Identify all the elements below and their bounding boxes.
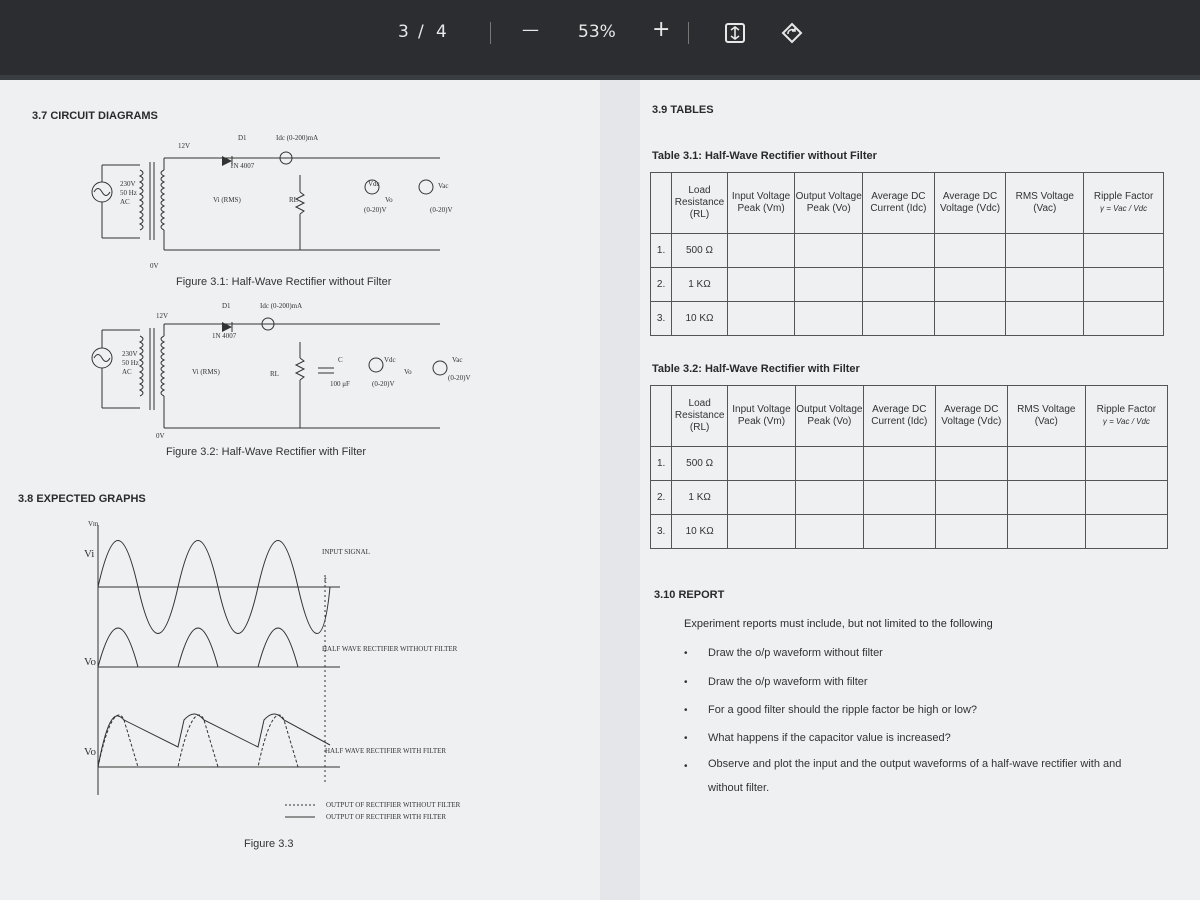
table-cell: [795, 302, 863, 336]
ammeter-label: Idc (0-200)mA: [276, 134, 319, 142]
figure-3-1-caption: Figure 3.1: Half-Wave Rectifier without Filter: [176, 276, 392, 288]
diode-model-label: 1N 4007: [230, 162, 255, 170]
table-cell: [728, 515, 796, 549]
table-cell: [934, 234, 1006, 268]
table-cell: [863, 302, 935, 336]
diode-label: D1: [222, 302, 231, 310]
row-number: 2.: [651, 481, 672, 515]
time-axis-label: t: [324, 575, 327, 586]
table-3-1-title: Table 3.1: Half-Wave Rectifier without Filter: [652, 150, 877, 162]
vac-label: Vac: [438, 182, 449, 190]
input-rms-label: Vi (RMS): [213, 196, 241, 204]
table-cell: [863, 268, 935, 302]
zoom-out-button[interactable]: —: [522, 20, 539, 40]
page-separator: /: [418, 22, 424, 42]
page-total: 4: [436, 22, 447, 42]
expected-graphs: [80, 515, 500, 825]
bullet-dot: •: [684, 761, 688, 772]
table-cell: [651, 386, 672, 447]
table-cell: [1006, 234, 1084, 268]
row-number: 3.: [651, 515, 672, 549]
load-resistance-cell: 10 KΩ: [672, 302, 728, 336]
vdc-label: Vdc: [384, 356, 396, 364]
table-header-cell: RMS Voltage (Vac): [1006, 173, 1084, 234]
toolbar-divider: [490, 22, 491, 44]
table-row: [651, 481, 1168, 515]
table-row: [651, 447, 1168, 481]
table-cell: [1084, 234, 1164, 268]
table-cell: [1006, 268, 1084, 302]
voltmeter-range-label: (0-20)V: [448, 374, 471, 382]
zoom-in-button[interactable]: +: [652, 17, 671, 42]
voltmeter-range-label: (0-20)V: [372, 380, 395, 388]
vi-axis-label: Vi: [84, 548, 95, 560]
table-header-cell: Average DC Current (Idc): [863, 173, 935, 234]
table-row: [651, 515, 1168, 549]
ammeter-label: Idc (0-200)mA: [260, 302, 303, 310]
report-item: What happens if the capacitor value is increased?: [708, 732, 951, 744]
table-cell: [1007, 515, 1085, 549]
load-resistance-cell: 500 Ω: [672, 234, 728, 268]
capacitor-label: C: [338, 356, 343, 364]
fit-page-icon[interactable]: [724, 22, 746, 44]
row-number: 3.: [651, 302, 672, 336]
circuit-diagram-2: [0, 300, 600, 445]
figure-3-2-caption: Figure 3.2: Half-Wave Rectifier with Filter: [166, 446, 367, 458]
table-cell: [728, 447, 796, 481]
vac-label: Vac: [452, 356, 463, 364]
table-cell: [1007, 447, 1085, 481]
voltmeter-range-label: (0-20)V: [364, 206, 387, 214]
load-resistance-cell: 1 KΩ: [672, 268, 728, 302]
row-number: 2.: [651, 268, 672, 302]
table-cell: [863, 234, 935, 268]
table-cell: [795, 234, 863, 268]
table-cell: [795, 515, 863, 549]
table-3-1: [650, 172, 1164, 336]
table-header-cell: Average DC Voltage (Vdc): [934, 173, 1006, 234]
table-header-cell: Output Voltage Peak (Vo): [795, 173, 863, 234]
report-item: For a good filter should the ripple factor be high or low?: [708, 704, 978, 716]
vo-label: Vo: [404, 368, 412, 376]
vo-label: Vo: [385, 196, 393, 204]
section-tables: 3.9 TABLES: [652, 104, 714, 116]
table-header-cell: RMS Voltage (Vac): [1007, 386, 1085, 447]
report-item: Observe and plot the input and the output waveforms of a half-wave rectifier with and: [708, 758, 1122, 770]
page-gutter: [600, 80, 640, 900]
source-voltage-label: 230V: [122, 350, 138, 358]
zoom-level[interactable]: 53%: [578, 22, 616, 42]
table-cell: [1085, 515, 1167, 549]
input-signal-label: INPUT SIGNAL: [322, 548, 370, 556]
table-cell: [935, 481, 1007, 515]
row-number: 1.: [651, 234, 672, 268]
table-cell: [1084, 302, 1164, 336]
table-cell: [1006, 302, 1084, 336]
vo-axis-label: Vo: [84, 656, 97, 668]
without-filter-label: HALF WAVE RECTIFIER WITHOUT FILTER: [322, 645, 458, 653]
input-rms-label: Vi (RMS): [192, 368, 220, 376]
table-cell: [1007, 481, 1085, 515]
vm-label: Vm: [88, 520, 99, 528]
report-item: Draw the o/p waveform with filter: [708, 676, 868, 688]
table-header-cell: [1084, 173, 1164, 234]
table-cell: [728, 481, 796, 515]
table-header-cell: Average DC Voltage (Vdc): [935, 386, 1007, 447]
bullet-dot: •: [684, 677, 688, 688]
page-current[interactable]: 3: [398, 22, 409, 42]
section-report: 3.10 REPORT: [654, 589, 725, 601]
section-expected-graphs: 3.8 EXPECTED GRAPHS: [18, 493, 146, 505]
table-cell: [795, 268, 863, 302]
table-cell: [795, 481, 863, 515]
diode-label: D1: [238, 134, 247, 142]
table-header-cell: Load Resistance (RL): [672, 386, 728, 447]
row-number: 1.: [651, 447, 672, 481]
bullet-dot: •: [684, 648, 688, 659]
ripple-formula: γ = Vac / Vdc: [1100, 204, 1148, 213]
circuit-diagram-1: [0, 130, 600, 270]
source-type-label: AC: [122, 368, 132, 376]
report-intro: Experiment reports must include, but not limited to the following: [684, 618, 993, 630]
table-header-cell: [1085, 386, 1167, 447]
table-3-2: [650, 385, 1168, 549]
report-item: Draw the o/p waveform without filter: [708, 647, 883, 659]
transformer-voltage-label: 12V: [156, 312, 169, 320]
transformer-voltage-label: 12V: [178, 142, 191, 150]
source-frequency-label: 50 Hz: [122, 359, 139, 367]
vo-axis-label: Vo: [84, 746, 97, 758]
table-cell: [795, 447, 863, 481]
source-voltage-label: 230V: [120, 180, 136, 188]
table-cell: [1084, 268, 1164, 302]
ground-label: 0V: [150, 262, 159, 270]
bullet-dot: •: [684, 733, 688, 744]
vdc-label: Vdc: [368, 180, 380, 188]
load-resistor-label: RL: [270, 370, 279, 378]
table-cell: [727, 234, 795, 268]
voltmeter-range-label: (0-20)V: [430, 206, 453, 214]
load-resistance-cell: 10 KΩ: [672, 515, 728, 549]
diode-model-label: 1N 4007: [212, 332, 237, 340]
table-row: [651, 234, 1164, 268]
table-cell: [863, 515, 935, 549]
table-cell: [935, 515, 1007, 549]
table-row: [651, 268, 1164, 302]
capacitor-value-label: 100 μF: [330, 380, 350, 388]
table-cell: [935, 447, 1007, 481]
ripple-factor-header: Ripple Factor: [1093, 191, 1154, 202]
table-cell: [934, 268, 1006, 302]
table-cell: [1085, 447, 1167, 481]
table-header-cell: Average DC Current (Idc): [863, 386, 935, 447]
table-cell: [727, 302, 795, 336]
figure-3-3-caption: Figure 3.3: [244, 838, 294, 850]
table-header-cell: Input Voltage Peak (Vm): [728, 386, 796, 447]
table-cell: [934, 302, 1006, 336]
legend-with-filter: OUTPUT OF RECTIFIER WITH FILTER: [326, 813, 447, 821]
section-circuit-diagrams: 3.7 CIRCUIT DIAGRAMS: [32, 110, 158, 122]
ground-label: 0V: [156, 432, 165, 440]
ripple-formula: γ = Vac / Vdc: [1102, 417, 1150, 426]
table-header-cell: Output Voltage Peak (Vo): [795, 386, 863, 447]
table-header-cell: Input Voltage Peak (Vm): [727, 173, 795, 234]
toolbar-divider: [688, 22, 689, 44]
pdf-toolbar: [0, 0, 1200, 75]
table-cell: [863, 481, 935, 515]
table-cell: [1085, 481, 1167, 515]
table-header-row: [651, 386, 1168, 447]
rotate-icon[interactable]: [780, 21, 804, 45]
source-frequency-label: 50 Hz: [120, 189, 137, 197]
source-type-label: AC: [120, 198, 130, 206]
table-header-row: [651, 173, 1164, 234]
legend-without-filter: OUTPUT OF RECTIFIER WITHOUT FILTER: [326, 801, 461, 809]
table-cell: [651, 173, 672, 234]
table-3-2-title: Table 3.2: Half-Wave Rectifier with Filter: [652, 363, 860, 375]
bullet-dot: •: [684, 705, 688, 716]
report-item-continuation: without filter.: [708, 782, 770, 794]
ripple-factor-header: Ripple Factor: [1096, 404, 1157, 415]
table-cell: [863, 447, 935, 481]
table-row: [651, 302, 1164, 336]
load-resistance-cell: 1 KΩ: [672, 481, 728, 515]
table-header-cell: Load Resistance (RL): [672, 173, 728, 234]
with-filter-label: HALF WAVE RECTIFIER WITH FILTER: [325, 747, 447, 755]
load-resistor-label: RL: [289, 196, 298, 204]
load-resistance-cell: 500 Ω: [672, 447, 728, 481]
table-cell: [727, 268, 795, 302]
